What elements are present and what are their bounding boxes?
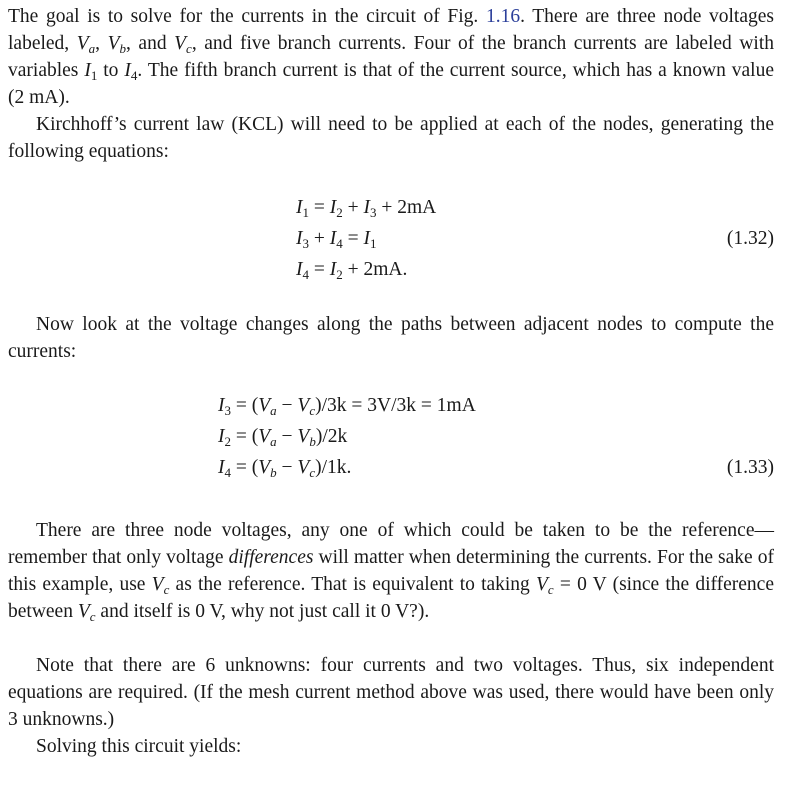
var-vc: $V_c$ [174,33,192,56]
var-va: $V_a$ [76,33,96,56]
figure-link[interactable]: 1.16 [485,6,521,27]
var-vb: $V_b$ [107,33,126,56]
paragraph-unknowns: Note that there are 6 unknowns: four currents and two voltages. Thus, six independent equations are required. (If the mesh current method above was used, there would have been only 3 unknowns.) [8,655,774,730]
text-run: . There are three node voltages labeled, [8,6,774,54]
text-run: , [95,33,108,54]
text-run: The goal is to solve for the currents in the circuit of Fig. [8,6,486,27]
equation-number: (1.33) [726,457,774,478]
paragraph-solving: Solving this circuit yields: [36,736,242,757]
var-vc: $V_c$ [151,574,170,597]
text-run: to [97,60,125,81]
text-run: . The fifth branch current is that of the current source, which has a known value (2 mA). [8,60,775,108]
var-vc: $V_c$ [536,574,554,597]
text-run: and itself is 0 V, why not just call it 0 V?). [95,601,430,622]
paragraph-reference [8,517,774,625]
equation-1-32 [8,197,774,287]
paragraph-kcl: Kirchhoff’s current law (KCL) will need to be applied at each of the nodes, generating the following equations: [8,114,774,162]
var-i4: $I_4$ [124,60,138,83]
var-vc: $V_c$ [77,601,96,624]
paragraph-voltage-changes: Now look at the voltage changes along the paths between adjacent nodes to compute the currents: [8,314,774,362]
equation-line: $I_4 = I_2 + 2mA$. [296,259,408,282]
emphasis: differences [228,547,314,568]
var-i1: $I_1$ [84,60,98,83]
text-run: = 0 V (since the difference between [8,574,774,622]
text-run: as the reference. That is equivalent to taking [169,574,536,595]
text-run: , and [126,33,175,54]
equation-1-33 [8,395,774,485]
equation-line: $I_1 = I_2 + I_3 + 2mA$ [296,197,437,220]
text-run: There are three node voltages, any one of which could be taken to be the reference—remember that only voltage [8,520,774,568]
paragraph-intro [8,3,774,111]
equation-line: $I_3 = (V_a - V_c)/3k = 3V/3k = 1mA$ [218,395,476,418]
equation-number: (1.32) [726,228,774,249]
text-run: will matter when determining the currents. For the sake of this example, use [8,547,774,595]
equation-line: $I_4 = (V_b - V_c)/1k$. [218,457,352,480]
text-run: , and five branch currents. Four of the branch currents are labeled with variables [8,33,774,81]
equation-line: $I_2 = (V_a - V_b)/2k$ [218,426,348,449]
equation-line: $I_3 + I_4 = I_1$ [296,228,377,251]
